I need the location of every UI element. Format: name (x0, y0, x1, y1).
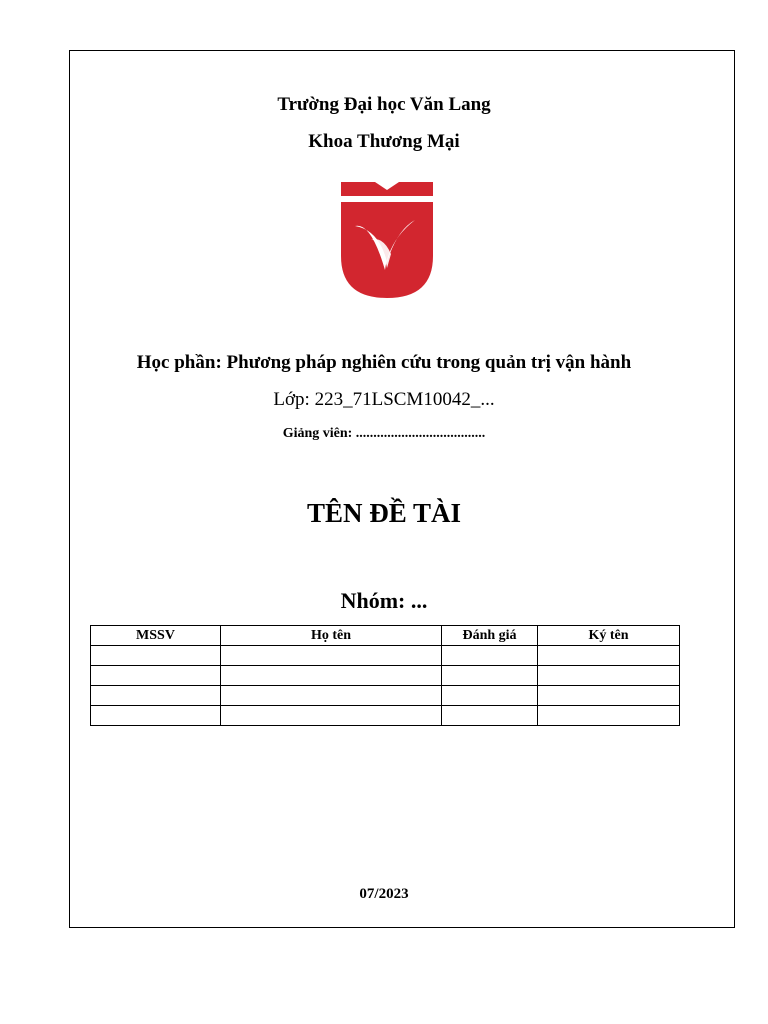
table-cell (538, 666, 680, 686)
table-cell (221, 706, 442, 726)
table-cell (442, 706, 538, 726)
faculty-name: Khoa Thương Mại (308, 131, 460, 152)
class-code: Lớp: 223_71LSCM10042_... (273, 389, 495, 410)
table-cell (221, 646, 442, 666)
members-table (90, 625, 680, 726)
group-name: Nhóm: ... (340, 588, 428, 613)
table-cell (442, 646, 538, 666)
table-cell (442, 686, 538, 706)
lecturer-line: Giảng viên: ..................................... (282, 426, 486, 441)
document-date: 07/2023 (359, 886, 409, 902)
table-row (91, 686, 680, 706)
course-title: Học phần: Phương pháp nghiên cứu trong quản trị vận hành (136, 352, 632, 373)
table-cell (538, 686, 680, 706)
table-cell (221, 686, 442, 706)
header-danh-gia: Đánh giá (442, 626, 538, 646)
table-cell (442, 666, 538, 686)
header-ky-ten: Ký tên (538, 626, 680, 646)
table-cell (538, 706, 680, 726)
topic-title: TÊN ĐỀ TÀI (306, 498, 462, 528)
table-row (91, 646, 680, 666)
table-cell (91, 686, 221, 706)
table-cell (538, 646, 680, 666)
table-row (91, 706, 680, 726)
university-logo (331, 170, 437, 312)
table-cell (221, 666, 442, 686)
table-header-row (91, 626, 680, 646)
header-ho-ten: Họ tên (221, 626, 442, 646)
school-name: Trường Đại học Văn Lang (277, 94, 491, 115)
table-cell (91, 666, 221, 686)
table-cell (91, 706, 221, 726)
header-mssv: MSSV (91, 626, 221, 646)
table-cell (91, 646, 221, 666)
table-row (91, 666, 680, 686)
